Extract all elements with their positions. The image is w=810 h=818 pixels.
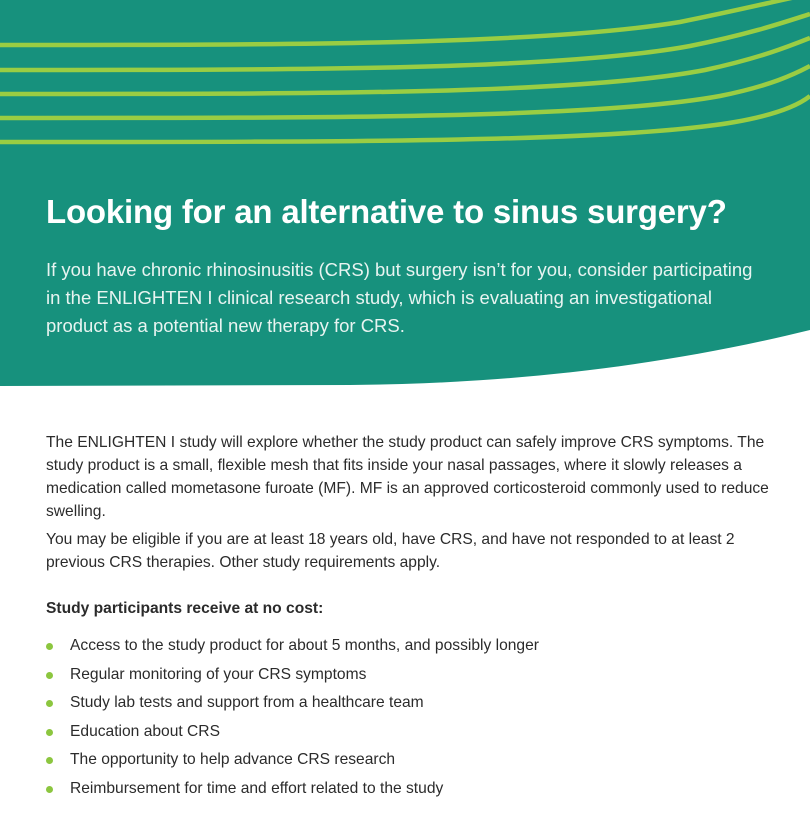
list-item-text: Regular monitoring of your CRS symptoms (70, 665, 367, 683)
list-item (46, 632, 786, 661)
benefits-list (46, 632, 786, 803)
bullet-icon (46, 729, 53, 736)
study-overview-paragraph: The ENLIGHTEN I study will explore whether the study product can safely improve CRS symptoms. The study product is a small, flexible mesh that fits inside your nasal passages, where it slowly releases a medication called mometasone furoate (MF). MF is an approved corticosteroid commonly used to reduce swelling. (46, 434, 769, 520)
list-item-text: Study lab tests and support from a healthcare team (70, 694, 424, 711)
bullet-icon (46, 757, 53, 764)
hero-subtitle: If you have chronic rhinosinusitis (CRS) but surgery isn’t for you, consider participating in the ENLIGHTEN I clinical research study, which is evaluating an investigational product as a potential new therapy for CRS. (46, 259, 753, 336)
bullet-icon (46, 700, 53, 707)
page-title: Looking for an alternative to sinus surgery? (46, 193, 727, 230)
bullet-icon (46, 672, 53, 679)
list-item-text: Reimbursement for time and effort related to the study (70, 779, 444, 797)
eligibility-paragraph: You may be eligible if you are at least 18 years old, have CRS, and have not responded to at least 2 previous CRS therapies. Other study requirements apply. (46, 531, 735, 571)
bullet-icon (46, 786, 53, 793)
benefits-heading: Study participants receive at no cost: (46, 600, 324, 617)
list-item (46, 689, 786, 718)
list-item-text: Education about CRS (70, 722, 220, 740)
list-item-text: Access to the study product for about 5 months, and possibly longer (70, 637, 539, 654)
hero-banner (0, 0, 810, 400)
list-item (46, 718, 786, 747)
bullet-icon (46, 643, 53, 650)
list-item (46, 661, 786, 690)
list-item-text: The opportunity to help advance CRS research (70, 751, 396, 768)
list-item (46, 746, 786, 775)
list-item (46, 775, 786, 804)
study-description (46, 431, 786, 803)
